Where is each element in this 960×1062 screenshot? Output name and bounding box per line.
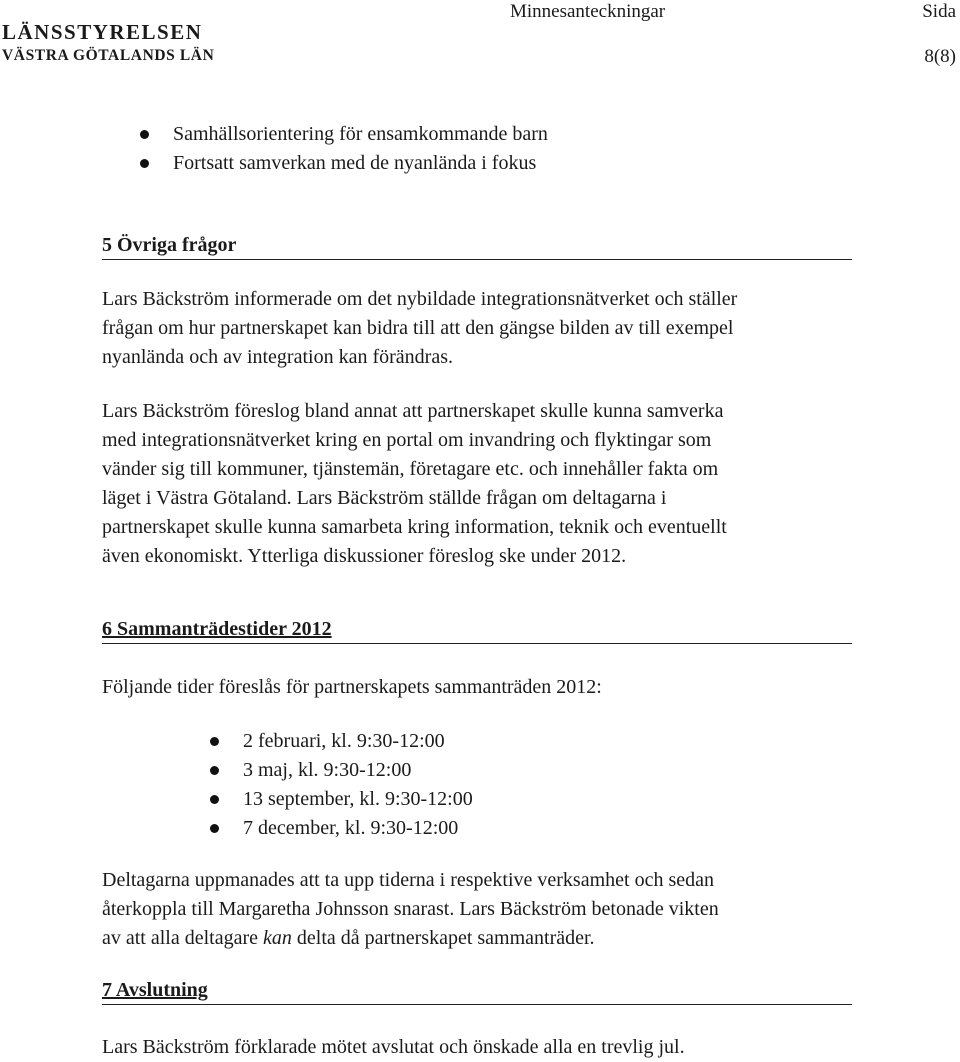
- paragraph-integration-network: [102, 285, 862, 372]
- text-line: läget i Västra Götaland. Lars Bäckström ställde frågan om deltagarna i: [102, 487, 667, 509]
- document-type: Minnesanteckningar: [510, 1, 666, 22]
- list-item: [0, 814, 473, 843]
- text-line: Lars Bäckström informerade om det nybildade integrationsnätverket och ställer: [102, 288, 738, 310]
- page-label: Sida: [922, 1, 956, 22]
- meeting-dates-list: [0, 727, 473, 843]
- text-run: av att alla deltagare: [102, 927, 264, 949]
- text-line: nyanlända och av integration kan förändras.: [102, 346, 453, 368]
- meeting-date: 2 februari, kl. 9:30-12:00: [243, 730, 445, 752]
- list-item-text: Fortsatt samverkan med de nyanlända i fokus: [173, 152, 537, 174]
- page-number: 8(8): [924, 46, 956, 67]
- section-heading-6: [102, 617, 852, 644]
- section-heading-5: [102, 233, 852, 260]
- logo-agency-name: LÄNSSTYRELSEN: [2, 20, 203, 44]
- meeting-date: 3 maj, kl. 9:30-12:00: [243, 759, 412, 781]
- topic-bullet-list: [0, 120, 548, 178]
- text-line: med integrationsnätverket kring en portal om invandring och flyktingar som: [102, 429, 712, 451]
- list-item: [0, 727, 473, 756]
- paragraph-closing: [102, 1033, 862, 1062]
- emphasized-text: kan: [263, 927, 292, 949]
- text-line: Lars Bäckström förklarade mötet avslutat och önskade alla en trevlig jul.: [102, 1036, 685, 1058]
- logo-region-name: VÄSTRA GÖTALANDS LÄN: [2, 47, 215, 64]
- agency-logo: [2, 20, 214, 66]
- list-item: [0, 149, 548, 178]
- bullet-icon: [210, 766, 219, 775]
- list-item: [0, 120, 548, 149]
- bullet-icon: [140, 159, 149, 168]
- section-heading-7: [102, 978, 852, 1005]
- list-item: [0, 756, 473, 785]
- meeting-dates-intro: [102, 673, 862, 702]
- text-line: partnerskapet skulle kunna samarbeta kring information, teknik och eventuellt: [102, 516, 727, 538]
- text-line: återkoppla till Margaretha Johnsson snarast. Lars Bäckström betonade vikten: [102, 898, 719, 920]
- text-line: även ekonomiskt. Ytterliga diskussioner föreslog ske under 2012.: [102, 545, 627, 567]
- section-heading-text: 7 Avslutning: [102, 979, 208, 1001]
- section-heading-text: 6 Sammanträdestider 2012: [102, 618, 332, 640]
- text-line: Följande tider föreslås för partnerskapets sammanträden 2012:: [102, 676, 602, 698]
- list-item: [0, 785, 473, 814]
- text-line: Lars Bäckström föreslog bland annat att partnerskapet skulle kunna samverka: [102, 400, 724, 422]
- text-run: delta då partnerskapet sammanträder.: [291, 927, 595, 949]
- list-item-text: Samhällsorientering för ensamkommande barn: [173, 123, 548, 145]
- paragraph-followup: [102, 866, 862, 953]
- section-heading-text: 5 Övriga frågor: [102, 234, 237, 256]
- text-line: frågan om hur partnerskapet kan bidra till att den gängse bilden av till exempel: [102, 317, 734, 339]
- bullet-icon: [210, 824, 219, 833]
- meeting-date: 7 december, kl. 9:30-12:00: [243, 817, 459, 839]
- text-line: vänder sig till kommuner, tjänstemän, företagare etc. och innehåller fakta om: [102, 458, 719, 480]
- meeting-date: 13 september, kl. 9:30-12:00: [243, 788, 473, 810]
- bullet-icon: [210, 795, 219, 804]
- bullet-icon: [140, 130, 149, 139]
- bullet-icon: [210, 737, 219, 746]
- text-line: [102, 924, 862, 953]
- text-line: Deltagarna uppmanades att ta upp tiderna i respektive verksamhet och sedan: [102, 869, 714, 891]
- paragraph-portal-proposal: [102, 397, 862, 571]
